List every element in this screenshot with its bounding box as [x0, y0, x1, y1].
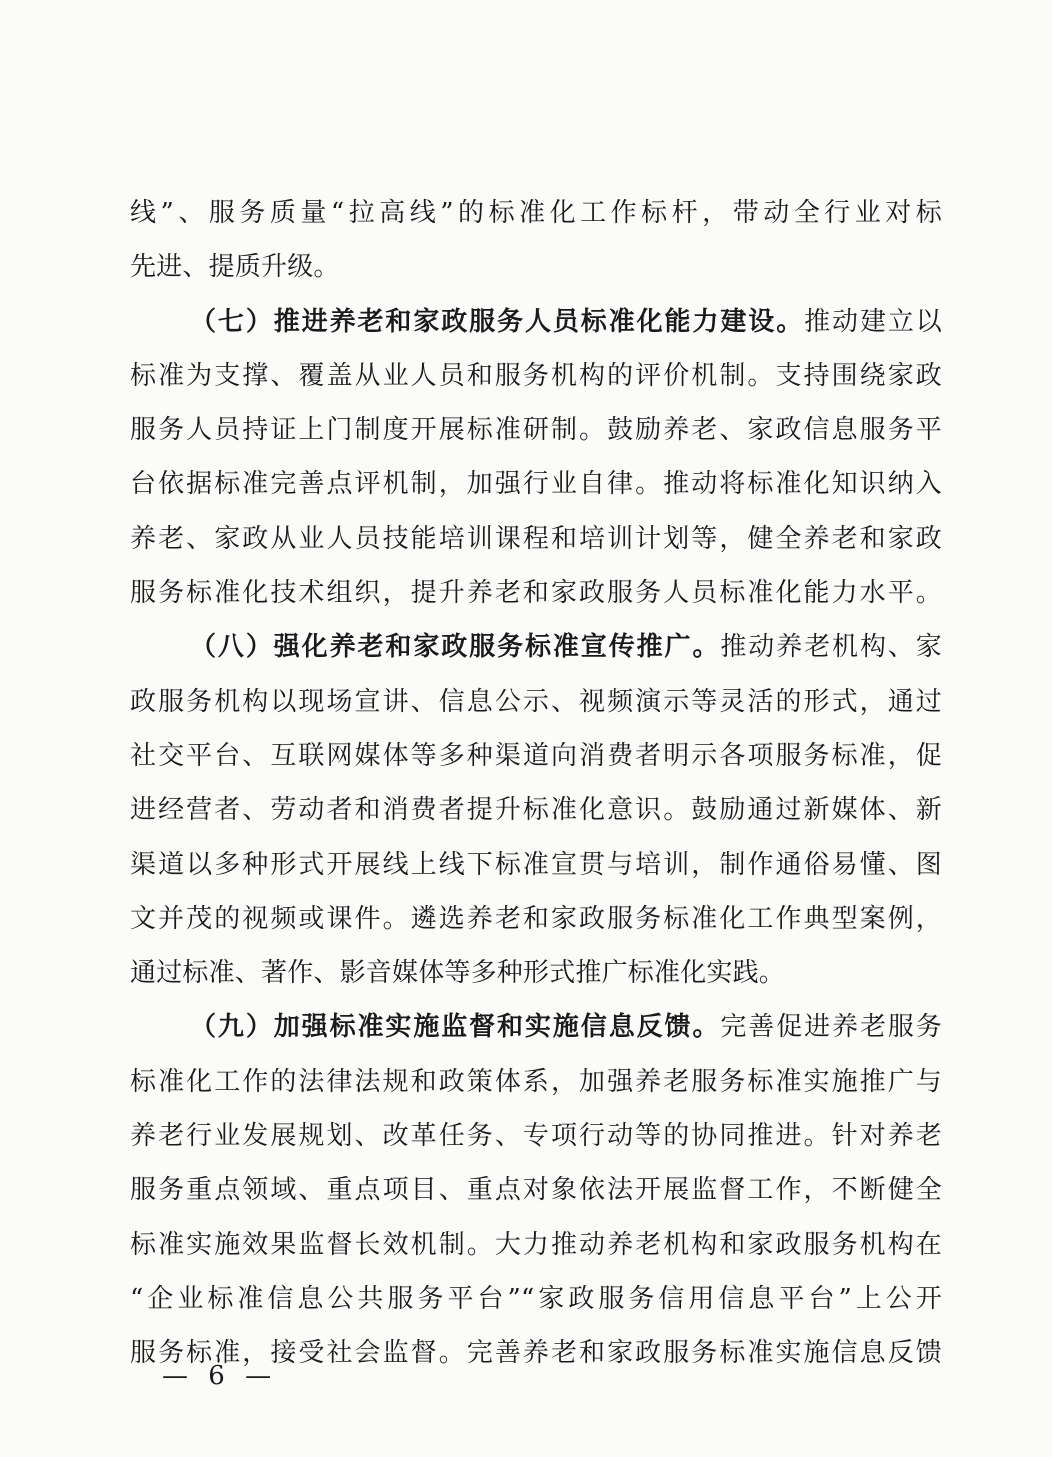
text-line — [130, 675, 942, 729]
paragraph-first-line — [130, 295, 942, 349]
paragraph-heading: （七）推进养老和家政服务人员标准化能力建设。 — [190, 306, 805, 337]
line-text: 渠道以多种形式开展线上线下标准宣贯与培训，制作通俗易懂、图 — [130, 849, 942, 880]
line-text: 文并茂的视频或课件。遴选养老和家政服务标准化工作典型案例， — [130, 903, 942, 934]
text-line — [130, 946, 942, 1000]
paragraph-first-line — [130, 1000, 942, 1054]
line-text: 服务重点领域、重点项目、重点对象依法开展监督工作，不断健全 — [130, 1175, 942, 1206]
text-line — [130, 783, 942, 837]
line-text: 社交平台、互联网媒体等多种渠道向消费者明示各项服务标准，促 — [130, 740, 942, 771]
text-line — [130, 403, 942, 457]
line-text: 进经营者、劳动者和消费者提升标准化意识。鼓励通过新媒体、新 — [130, 795, 942, 826]
text-line — [130, 566, 942, 620]
text-line — [130, 512, 942, 566]
line-text: 标准化工作的法律法规和政策体系，加强养老服务标准实施推广与 — [130, 1066, 942, 1097]
text-line — [130, 1163, 942, 1217]
paragraph-heading: （九）加强标准实施监督和实施信息反馈。 — [190, 1012, 721, 1043]
text-line — [130, 1218, 942, 1272]
text-line — [130, 892, 942, 946]
line-text: 线”、服务质量“拉高线”的标准化工作标杆，带动全行业对标 — [130, 198, 942, 228]
text-line — [130, 349, 942, 403]
line-text: 政服务机构以现场宣讲、信息公示、视频演示等灵活的形式，通过 — [130, 686, 942, 717]
text-line — [130, 1109, 942, 1163]
text-line — [130, 1272, 942, 1326]
line-text: 推动建立以 — [804, 306, 942, 337]
line-text: 服务人员持证上门制度开展标准研制。鼓励养老、家政信息服务平 — [130, 415, 942, 446]
line-text: 完善促进养老服务 — [720, 1012, 942, 1043]
line-text: 标准为支撑、覆盖从业人员和服务机构的评价机制。支持围绕家政 — [130, 360, 942, 391]
line-text: 服务标准化技术组织，提升养老和家政服务人员标准化能力水平。 — [130, 578, 942, 609]
line-text: 通过标准、著作、影音媒体等多种形式推广标准化实践。 — [130, 958, 786, 989]
text-line — [130, 240, 942, 294]
body-text — [130, 186, 942, 1381]
text-line — [130, 729, 942, 783]
text-line — [130, 838, 942, 892]
text-line — [130, 1055, 942, 1109]
text-line — [130, 186, 942, 240]
line-text: 养老、家政从业人员技能培训课程和培训计划等，健全养老和家政 — [130, 523, 942, 554]
line-text: 养老行业发展规划、改革任务、专项行动等的协同推进。针对养老 — [130, 1121, 942, 1152]
text-line — [130, 457, 942, 511]
paragraph-first-line — [130, 620, 942, 674]
line-text: “企业标准信息公共服务平台”“家政服务信用信息平台”上公开 — [130, 1283, 942, 1314]
line-text: 台依据标准完善点评机制，加强行业自律。推动将标准化知识纳入 — [130, 469, 942, 500]
line-text: 服务标准，接受社会监督。完善养老和家政服务标准实施信息反馈 — [130, 1338, 942, 1369]
line-text: 先进、提质升级。 — [130, 252, 340, 283]
line-text: 推动养老机构、家 — [720, 632, 942, 663]
paragraph-heading: （八）强化养老和家政服务标准宣传推广。 — [190, 632, 721, 663]
page-number: — 6 — — [162, 1361, 278, 1391]
line-text: 标准实施效果监督长效机制。大力推动养老机构和家政服务机构在 — [130, 1229, 942, 1260]
